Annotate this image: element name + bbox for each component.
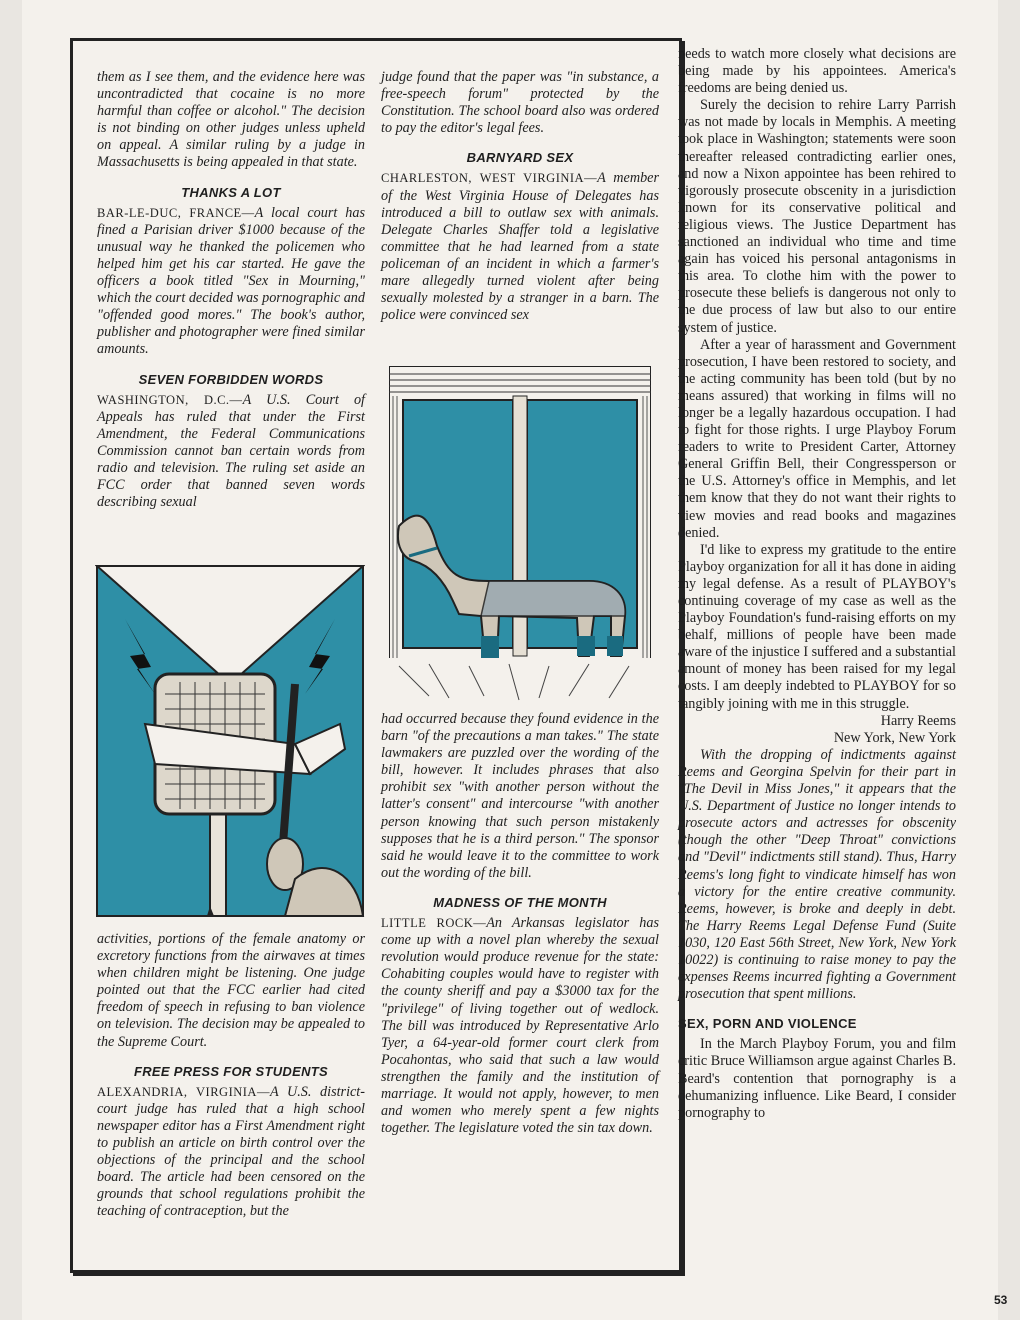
dateline: LITTLE ROCK— <box>381 916 487 931</box>
letter-paragraph-1: needs to watch more closely what decisions are being made by his appointees. America's freedoms are being denied us. <box>678 46 956 97</box>
headline-free-press: FREE PRESS FOR STUDENTS <box>134 1063 328 1079</box>
editor-note: With the dropping of indictments against Reems and Georgina Spelvin for their part in "The Devil in Miss Jones," it appears that the U.S. Department of Justice no longer intends to prosecute actors and actresses for obscenity (though the other "Deep Throat" convictions and "Devil" indictments still stand). Thus, Harry Reems's long fight to vindicate himself has won a victory for the entire creative community. Reems, however, is broke and deeply in debt. The Harry Reems Legal Defense Fund (Suite 1030, 120 East 56th Street, New York, New York 10022) is continuing to raise money to pay the expenses Reems incurred fighting a Government prosecution that spent millions. <box>678 746 956 1003</box>
headline-madness-of-the-month: MADNESS OF THE MONTH <box>433 894 607 910</box>
headline-seven-forbidden-words: SEVEN FORBIDDEN WORDS <box>138 371 324 387</box>
article-barnyard-cont: had occurred because they found evidence in the barn "of the precautions a man takes." The state lawmakers are puzzled over the wording of the bill, however. It includes phrases that also prohibit sex "with another person without the latter's consent" and intercourse "with another person knowing that such person mistakenly supposes that he is a third person." The sponsor said he would leave it to the committee to work out the wording of the bill. <box>381 711 659 881</box>
horse-in-barn-illustration <box>389 366 651 706</box>
dateline: ALEXANDRIA, VIRGINIA— <box>97 1084 270 1099</box>
box-column-right-continued <box>381 711 659 1137</box>
col1-intro: them as I see them, and the evidence here was uncontradicted that cocaine is no more harmful than coffee or alcohol." The decision is not binding on other judges unless upheld on appeal. A similar ruling by a judge in Massachusetts is being appealed in that state. <box>97 69 365 171</box>
letter-spv: In the March Playboy Forum, you and film critic Bruce Williamson argue against Charles B. Beard's contention that pornography is a dehumanizing influence. Like Beard, I consider pornography to <box>678 1036 956 1121</box>
magazine-page <box>22 0 1008 1320</box>
signature-name: Harry Reems <box>880 712 956 729</box>
article-free-press: ALEXANDRIA, VIRGINIA—A U.S. district-court judge has ruled that a high school newspaper editor has a First Amendment right to publish an article on birth control over the objections of the principal and the school board. The article had been censored on the grounds that school regulations prohibit the teaching of contraception, but the <box>97 1083 365 1220</box>
headline-sex-porn-violence: SEX, PORN AND VIOLENCE <box>678 1016 857 1032</box>
box-column-left-continued <box>97 931 365 1221</box>
dateline: BAR-LE-DUC, FRANCE— <box>97 205 255 220</box>
box-column-right <box>381 69 659 324</box>
signature-place: New York, New York <box>833 729 956 746</box>
letter-column <box>678 46 956 1122</box>
dateline: CHARLESTON, WEST VIRGINIA— <box>381 171 598 186</box>
letter-paragraph-4: I'd like to express my gratitude to the entire Playboy organization for all it has done in aiding my legal defense. As a result of PLAYBOY's continuing coverage of my case as well as the Playboy Foundation's fund-raising efforts on my behalf, millions of people have been made aware of the injustice I suffered and a substantial amount of money has been raised for my legal costs. I am deeply indebted to PLAYBOY for so tangibly joining with me in this struggle. <box>678 541 956 712</box>
article-seven-words: WASHINGTON, D.C.—A U.S. Court of Appeals has ruled that under the First Amendment, the Federal Communications Commission cannot ban certain words from radio and television. The ruling set aside an FCC order that banned seven words describing sexual <box>97 391 365 511</box>
article-barnyard: CHARLESTON, WEST VIRGINIA—A member of the West Virginia House of Delegates has introduced a bill to outlaw sex with animals. Delegate Charles Shaffer told a legislative committee that he had learned from a state policeman of an incident in which a farmer's mare allegedly turned violent after being sexually molested by a stranger in a barn. The police were convinced sex <box>381 170 659 324</box>
article-madness: LITTLE ROCK—An Arkansas legislator has come up with a novel plan whereby the sexual revolution would produce revenue for the state: Cohabiting couples would have to register with the county sheriff and pay a $3000 tax for the "privilege" of living together out of wedlock. The bill was introduced by Representative Arlo Tyer, a 64-year-old former court clerk from Pocahontas, who said that such a law would strengthen the family and the institution of marriage. It would not apply, however, to men and women who merely spent a few nights together. The legislature voted the sin tax down. <box>381 915 659 1137</box>
headline-barnyard-sex: BARNYARD SEX <box>466 150 574 166</box>
dateline: WASHINGTON, D.C.— <box>97 392 243 407</box>
headline-thanks-a-lot: THANKS A LOT <box>181 184 281 200</box>
gagged-microphone-illustration <box>95 564 365 924</box>
article-seven-words-cont: activities, portions of the female anatomy or excretory functions from the airwaves at times when children might be listening. One judge pointed out that the FCC earlier had cited freedom of speech in refusing to ban violence on television. The decision may be appealed to the Supreme Court. <box>97 931 365 1050</box>
box-column-left <box>97 69 365 511</box>
page-number: 53 <box>994 1293 1008 1307</box>
col2-intro: judge found that the paper was "in substance, a free-speech forum" protected by the Constitution. The school board also was ordered to pay the editor's legal fees. <box>381 69 659 137</box>
letter-paragraph-3: After a year of harassment and Government prosecution, I have been restored to society, and the acting community has been told (but by no means assured) that working in films will no longer be a legally hazardous occupation. I had to fight for those rights. I urge Playboy Forum readers to write to President Carter, Attorney General Griffin Bell, their Congressperson or the U.S. Attorney's office in Memphis, and let them know that they do not want their rights to view movies and read books and magazines denied. <box>678 336 956 541</box>
letter-paragraph-2: Surely the decision to rehire Larry Parrish was not made by locals in Memphis. A meeting took place in Washington; statements were soon thereafter released contradicting earlier ones, and now a Nixon appointee has been rehired to vigorously prosecute obscenity in a jurisdiction known for its conservative political and religious views. The Justice Department has sanctioned an individual who time and time again has voiced his personal antagonisms in this area. To clothe him with the power to prosecute these beliefs is dangerous not only to the due process of law but also to our entire system of justice. <box>678 97 956 336</box>
news-box <box>70 38 682 1273</box>
article-thanks: BAR-LE-DUC, FRANCE—A local court has fined a Parisian driver $1000 because of the unusual way he thanked the policemen who helped him get his car started. He gave the officers a book titled "Sex in Mourning," which the court decided was pornographic and "offended good mores." The book's author, publisher and photographer were fined similar amounts. <box>97 204 365 358</box>
